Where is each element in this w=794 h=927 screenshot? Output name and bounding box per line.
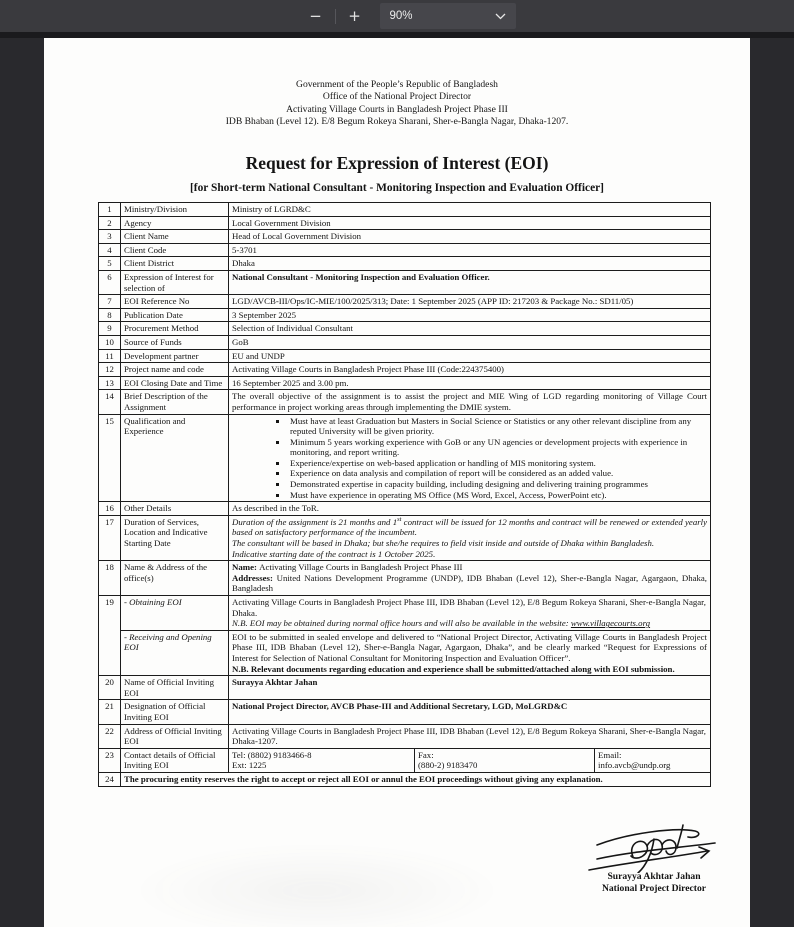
row-value: [229, 561, 711, 596]
letterhead-line: Office of the National Project Director: [322, 91, 472, 103]
row-number: 17: [99, 515, 121, 560]
table-row: [99, 257, 711, 271]
contact-fax-cell: Fax: (880-2) 9183470: [415, 748, 595, 772]
table-row: [99, 748, 711, 772]
letterhead-line: IDB Bhaban (Level 12). E/8 Begum Rokeya Sharani, Sher-e-Bangla Nagar, Dhaka-1207.: [225, 115, 569, 127]
zoom-level-value: 90%: [389, 10, 413, 22]
row-number: 13: [99, 376, 121, 390]
row-number: 12: [99, 363, 121, 377]
row-label: Brief Description of the Assignment: [121, 390, 229, 414]
row-number: 23: [99, 748, 121, 772]
row-number: 15: [99, 414, 121, 502]
row-value: Local Government Division: [229, 216, 711, 230]
obtaining-text: Activating Village Courts in Bangladesh Project Phase III, IDB Bhaban (Level 12), E/8 Begum Rokeya Sharani, Sher-e-Bangla Nagar, Dhaka.: [232, 597, 706, 618]
row-number: 1: [99, 203, 121, 217]
minus-icon: −: [309, 7, 322, 25]
letterhead-line: Activating Village Courts in Bangladesh Project Phase III: [286, 103, 508, 115]
row-label: Project name and code: [121, 363, 229, 377]
row-label: EOI Closing Date and Time: [121, 376, 229, 390]
email-address: info.avcb@undp.org: [598, 760, 671, 771]
letterhead: [44, 79, 750, 128]
row-number: 22: [99, 724, 121, 748]
website-link[interactable]: www.villagecourts.org: [570, 618, 651, 629]
row-value: 16 September 2025 and 3.00 pm.: [229, 376, 711, 390]
row-label: Contact details of Official Inviting EOI: [121, 748, 229, 772]
table-row: [99, 676, 711, 700]
doc-title: Request for Expression of Interest (EOI): [245, 153, 549, 173]
scan-smudge: [132, 843, 502, 927]
row-number: 3: [99, 230, 121, 244]
table-row: [99, 515, 711, 560]
row-number: 14: [99, 390, 121, 414]
row-label: Expression of Interest for selection of: [121, 270, 229, 294]
row-number: 24: [99, 772, 121, 786]
row-number: 20: [99, 676, 121, 700]
row-value: Surayya Akhtar Jahan: [229, 676, 711, 700]
table-row: [99, 390, 711, 414]
row-value: GoB: [229, 335, 711, 349]
table-row: [99, 335, 711, 349]
row-label: Other Details: [121, 502, 229, 516]
table-row: [99, 295, 711, 309]
row-label: - Receiving and Opening EOI: [121, 630, 229, 675]
row-value: [229, 515, 711, 560]
table-row: [99, 724, 711, 748]
pdf-toolbar: [0, 0, 794, 32]
row-label: Development partner: [121, 349, 229, 363]
contact-email-cell: Email: info.avcb@undp.org: [595, 748, 711, 772]
letterhead-line: Government of the People’s Republic of Bangladesh: [296, 79, 498, 90]
row-label: Qualification and Experience: [121, 414, 229, 502]
row-value: National Consultant - Monitoring Inspection and Evaluation Officer.: [229, 270, 711, 294]
duration-line: Indicative starting date of the contract is 1 October 2025.: [232, 548, 436, 559]
table-row: [99, 376, 711, 390]
bullet-item: ▪ Experience/expertise on web-based application or handling of MIS monitoring system.: [288, 458, 707, 469]
table-row: [99, 502, 711, 516]
row-value: The procuring entity reserves the right to accept or reject all EOI or annul the EOI proceedings without giving any explanation.: [121, 772, 711, 786]
row-value: Activating Village Courts in Bangladesh Project Phase III, IDB Bhaban (Level 12), E/8 Begum Rokeya Sharani, Sher-e-Bangla Nagar, Dhaka-1207.: [229, 724, 711, 748]
row-label: EOI Reference No: [121, 295, 229, 309]
row-number: 11: [99, 349, 121, 363]
row-label: Client Name: [121, 230, 229, 244]
table-row: [99, 349, 711, 363]
bullet-item: ▪ Must have experience in operating MS Office (MS Word, Excel, Access, PowerPoint etc).: [288, 490, 707, 501]
table-row: [99, 216, 711, 230]
office-address-line: Addresses: United Nations Development Programme (UNDP), IDB Bhaban (Level 12), Sher-e-Bangla Nagar, Agargaon, Dhaka, Bangladesh: [232, 572, 707, 594]
row-label: Publication Date: [121, 308, 229, 322]
row-value: [229, 596, 711, 631]
zoom-in-button[interactable]: [342, 3, 368, 29]
receiving-note: N.B. Relevant documents regarding education and experience shall be submitted/attached along with EOI submission.: [232, 663, 675, 674]
row-value: EU and UNDP: [229, 349, 711, 363]
plus-icon: +: [348, 7, 361, 25]
row-value: 3 September 2025: [229, 308, 711, 322]
row-value: Activating Village Courts in Bangladesh Project Phase III (Code:224375400): [229, 363, 711, 377]
row-label: Duration of Services, Location and Indicative Starting Date: [121, 515, 229, 560]
signature-name: Surayya Akhtar Jahan: [607, 871, 701, 882]
bullet-item: ▪ Minimum 5 years working experience with GoB or any UN agencies or development projects with experience in monitoring, and report writing.: [288, 437, 707, 458]
row-value: Head of Local Government Division: [229, 230, 711, 244]
duration-line: Duration of the assignment is 21 months and 1st contract will be issued for 12 months and contract will be renewed or extended yearly based on satisfactory performance of the incumbent.: [232, 515, 707, 538]
bullet-item: ▪ Demonstrated expertise in capacity building, including designing and delivering training programmes: [288, 479, 707, 490]
row-number: 10: [99, 335, 121, 349]
table-row: [99, 561, 711, 596]
zoom-level-dropdown[interactable]: [380, 3, 516, 29]
doc-subtitle: [for Short-term National Consultant - Monitoring Inspection and Evaluation Officer]: [190, 182, 604, 194]
bullet-item: ▪ Must have at least Graduation but Masters in Social Science or Statistics or any other relevant discipline from any reputed University will be given priority.: [288, 416, 707, 437]
row-label: Client Code: [121, 243, 229, 257]
table-row: [99, 700, 711, 724]
table-row: [99, 322, 711, 336]
row-number: 8: [99, 308, 121, 322]
contact-tel-cell: Tel: (8802) 9183466-8 Ext: 1225: [229, 748, 415, 772]
toolbar-shadow: [0, 32, 794, 38]
row-value: Ministry of LGRD&C: [229, 203, 711, 217]
row-label: - Obtaining EOI: [121, 596, 229, 631]
table-row: [99, 630, 711, 675]
zoom-controls: [303, 3, 516, 29]
receiving-text: EOI to be submitted in sealed envelope and delivered to “National Project Director, Activating Village Courts in Bangladesh Project Phase III, IDB Bhaban (Level 12), Sher-e-Bangla Nagar, Agargaon, Dhaka”, and be clearly marked “Request for Expressions of Interest for Selection of National Consultant for Monitoring Inspection and Evaluation Officer”.: [232, 631, 707, 663]
bullet-item: ▪ Experience on data analysis and compilation of report will be considered as an added value.: [288, 468, 707, 479]
obtaining-note: N.B. EOI may be obtained during normal office hours and will also be available in the website: www.villagecourts.org: [232, 618, 651, 629]
toolbar-divider: [335, 9, 336, 24]
office-name-line: Name: Activating Village Courts in Bangladesh Project Phase III: [232, 562, 463, 573]
row-label: Name & Address of the office(s): [121, 561, 229, 596]
row-value: National Project Director, AVCB Phase-III and Additional Secretary, LGD, MoLGRD&C: [229, 700, 711, 724]
row-value: Dhaka: [229, 257, 711, 271]
row-number: 16: [99, 502, 121, 516]
row-number: 6: [99, 270, 121, 294]
row-value: 5-3701: [229, 243, 711, 257]
row-label: Name of Official Inviting EOI: [121, 676, 229, 700]
table-row: [99, 414, 711, 502]
row-number: 18: [99, 561, 121, 596]
row-label: Ministry/Division: [121, 203, 229, 217]
row-value: [229, 414, 711, 502]
row-number: 21: [99, 700, 121, 724]
signature-block: [573, 823, 735, 895]
table-row: [99, 363, 711, 377]
table-row: [99, 596, 711, 631]
row-label: Procurement Method: [121, 322, 229, 336]
row-value: LGD/AVCB-III/Ops/IC-MIE/100/2025/313; Date: 1 September 2025 (APP ID: 217203 & Package No.: SD11/05): [229, 295, 711, 309]
row-value: [229, 630, 711, 675]
row-value: As described in the ToR.: [229, 502, 711, 516]
row-number: 5: [99, 257, 121, 271]
table-row: [99, 230, 711, 244]
row-value: Selection of Individual Consultant: [229, 322, 711, 336]
row-value: The overall objective of the assignment is to assist the project and MIE Wing of LGD regarding monitoring of Village Court performance in project working areas through implementing the DMIE system.: [229, 390, 711, 414]
signature-image: [581, 823, 727, 873]
table-row: [99, 270, 711, 294]
eoi-table: [98, 202, 711, 787]
row-label: Address of Official Inviting EOI: [121, 724, 229, 748]
row-label: Designation of Official Inviting EOI: [121, 700, 229, 724]
table-row: [99, 243, 711, 257]
table-row: [99, 308, 711, 322]
duration-line: The consultant will be based in Dhaka; but she/he requires to field visit inside and outside of Dhaka within Bangladesh.: [232, 538, 655, 549]
zoom-out-button[interactable]: [303, 3, 329, 29]
chevron-down-icon: [495, 13, 506, 20]
document-page: [44, 38, 750, 927]
row-label: Client District: [121, 257, 229, 271]
row-number: 9: [99, 322, 121, 336]
row-label: Source of Funds: [121, 335, 229, 349]
signature-title: National Project Director: [601, 883, 707, 894]
row-number: 4: [99, 243, 121, 257]
row-number: 19: [99, 596, 121, 676]
row-number: 7: [99, 295, 121, 309]
qualification-bullet-list: [232, 416, 707, 501]
row-number: 2: [99, 216, 121, 230]
row-label: Agency: [121, 216, 229, 230]
table-row: [99, 772, 711, 786]
table-row: [99, 203, 711, 217]
